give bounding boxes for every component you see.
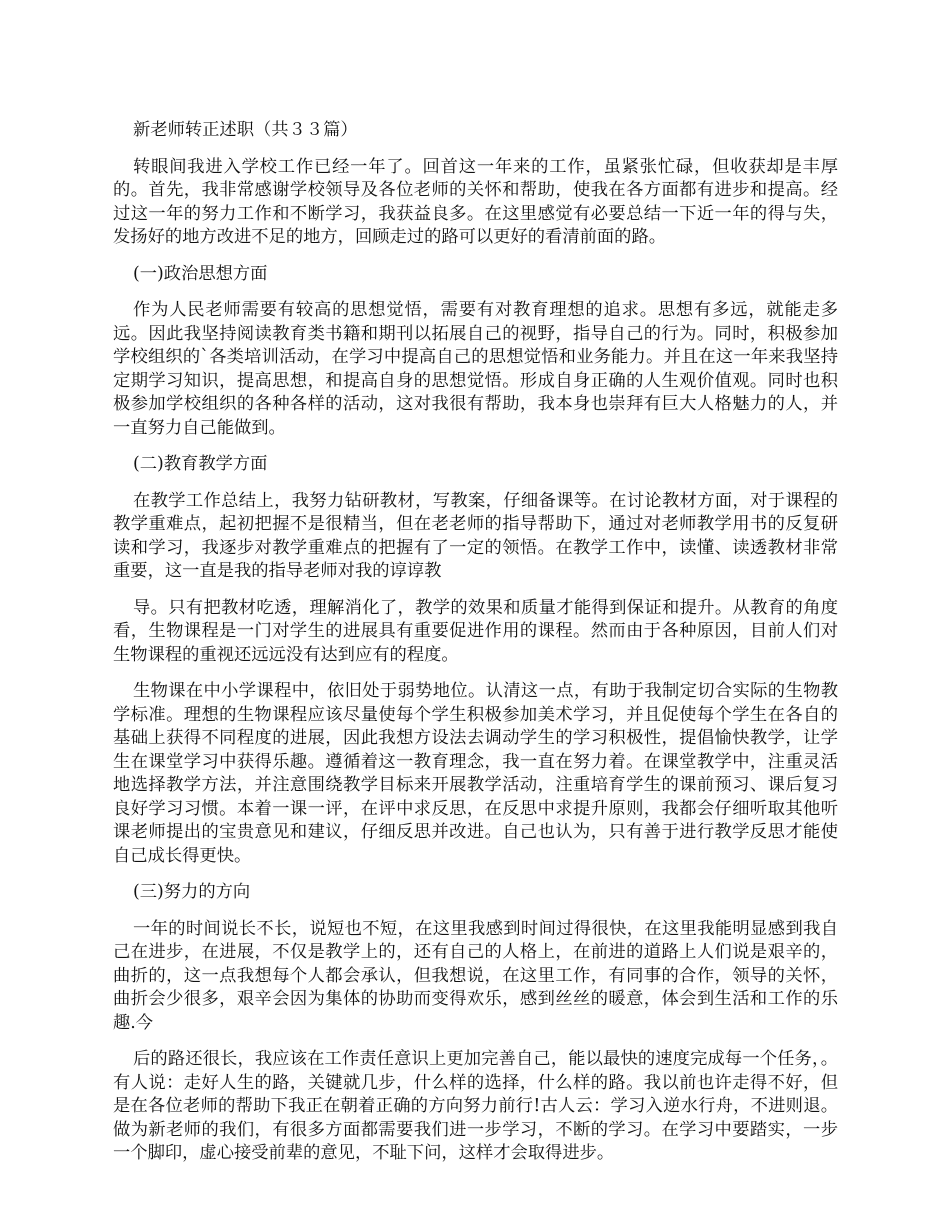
paragraph-intro: 转眼间我进入学校工作已经一年了。回首这一年来的工作，虽紧张忙碌，但收获却是丰厚的。首先，我非常感谢学校领导及各位老师的关怀和帮助，使我在各方面都有进步和提高。经过这一年的努力工作和不断学习，我获益良多。在这里感觉有必要总结一下近一年的得与失，发扬好的地方改进不足的地方，回顾走过的路可以更好的看清前面的路。 [113,156,838,247]
paragraph-teaching-2: 导。只有把教材吃透，理解消化了，教学的效果和质量才能得到保证和提升。从教育的角度看，生物课程是一门对学生的进展具有重要促进作用的课程。然而由于各种原因，目前人们对生物课程的重视还远远没有达到应有的程度。 [113,597,838,665]
section-heading-direction: (三)努力的方向 [133,882,251,902]
paragraph-teaching-3: 生物课在中小学课程中，依旧处于弱势地位。认清这一点，有助于我制定切合实际的生物教学标准。理想的生物课程应该尽量使每个学生积极参加美术学习，并且促使每个学生在各自的基础上获得不同程度的进展，因此我想方设法去调动学生的学习积极性，提倡愉快教学，让学生在课堂学习中获得乐趣。遵循着这一教育理念，我一直在努力着。在课堂教学中，注重灵活地选择教学方法，并注意围绕教学目标来开展教学活动，注重培育学生的课前预习、课后复习良好学习习惯。本着一课一评，在评中求反思，在反思中求提升原则，我都会仔细听取其他听课老师提出的宝贵意见和建议，仔细反思并改进。自己也认为，只有善于进行教学反思才能使自己成长得更快。 [113,681,838,866]
document-title: 新老师转正述职（共３３篇） [133,120,358,140]
section-heading-politics: (一)政治思想方面 [133,263,268,284]
document-body [113,119,838,1179]
paragraph-teaching-1: 在教学工作总结上，我努力钻研教材，写教案，仔细备课等。在讨论教材方面，对于课程的教学重难点，起初把握不是很精当，但在老老师的指导帮助下，通过对老师教学用书的反复研读和学习，我逐步对教学重难点的把握有了一定的领悟。在教学工作中，读懂、读透教材非常重要，这一直是我的指导老师对我的谆谆教 [113,490,838,581]
section-heading-teaching: (二)教育教学方面 [133,454,268,474]
paragraph-direction-2: 后的路还很长，我应该在工作责任意识上更加完善自己，能以最快的速度完成每一个任务，。有人说：走好人生的路，关键就几步，什么样的选择，什么样的路。我以前也许走得不好，但是在各位老师的帮助下我正在朝着正确的方向努力前行!古人云：学习入逆水行舟，不进则退。做为新老师的我们，有很多方面都需要我们进一步学习，不断的学习。在学习中要踏实，一步一个脚印，虚心接受前辈的意见，不耻下问，这样才会取得进步。 [113,1049,838,1163]
paragraph-politics: 作为人民老师需要有较高的思想觉悟，需要有对教育理想的追求。思想有多远，就能走多远。因此我坚持阅读教育类书籍和期刊以拓展自己的视野，指导自己的行为。同时，积极参加学校组织的`各类培训活动，在学习中提高自己的思想觉悟和业务能力。并且在这一年来我坚持定期学习知识，提高思想，和提高自身的思想觉悟。形成自身正确的人生观价值观。同时也积极参加学校组织的各种各样的活动，这对我很有帮助，我本身也崇拜有巨大人格魅力的人，并一直努力自己能做到。 [113,300,838,438]
paragraph-direction-1: 一年的时间说长不长，说短也不短，在这里我感到时间过得很快，在这里我能明显感到我自己在进步，在进展，不仅是教学上的，还有自己的人格上，在前进的道路上人们说是艰辛的，曲折的，这一点我想每个人都会承认，但我想说，在这里工作，有同事的合作，领导的关怀，曲折会少很多，艰辛会因为集体的协助而变得欢乐，感到丝丝的暖意，体会到生活和工作的乐趣.今 [113,918,838,1033]
